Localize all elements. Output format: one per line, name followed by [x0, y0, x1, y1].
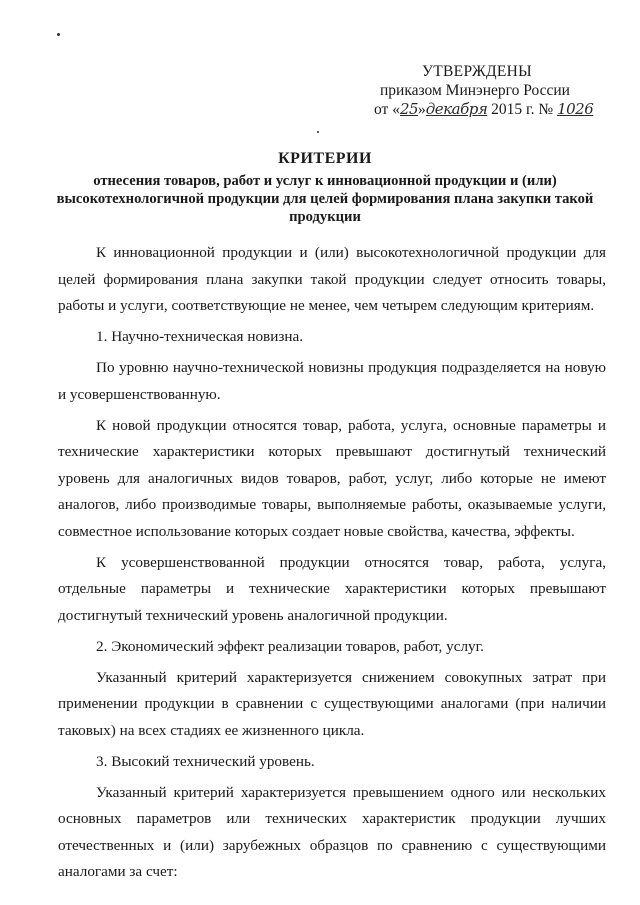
order-number: 1026	[557, 100, 594, 118]
approval-date-line	[374, 100, 628, 119]
approval-block	[374, 62, 628, 119]
paragraph: 3. Высокий технический уровень.	[96, 752, 315, 770]
scan-dot	[317, 131, 319, 133]
paragraph: Указанный критерий характеризуется превышением одного или нескольких основных параметров или технических характеристик продукции лучших отечественных и (или) зарубежных образцов по сравнению с существующими аналогами за счет:	[58, 783, 606, 880]
paragraph: К новой продукции относятся товар, работа, услуга, основные параметры и технические характеристики которых превышают достигнутый технический уровень для аналогичных видов товаров, работ, услуг, либо которые не имеют аналогов, либо производимые товары, выполняемые работы, оказываемые услуги, совместное использование которых создает новые свойства, качества, эффекты.	[58, 416, 606, 540]
date-sep: »	[418, 101, 426, 118]
paragraph: К инновационной продукции и (или) высокотехнологичной продукции для целей формирования плана закупки такой продукции следует относить товары, работы и услуги, соответствующие не менее, чем четырем следующим критериям.	[58, 244, 606, 314]
paragraph: По уровню научно-технической новизны продукция подразделяется на новую и усовершенствованную.	[58, 359, 606, 403]
date-day: 25	[399, 100, 419, 118]
date-month: декабря	[425, 100, 488, 118]
scan-dot	[57, 33, 60, 36]
paragraph: 2. Экономический эффект реализации товаров, работ, услуг.	[96, 637, 484, 655]
paragraph: Указанный критерий характеризуется снижением совокупных затрат при применении продукции в сравнении с существующими аналогами (при наличии таковых) на всех стадиях ее жизненного цикла.	[58, 668, 606, 739]
paragraph: К усовершенствованной продукции относятся товар, работа, услуга, отдельные параметры и технические характеристики которых превышают достигнутый технический уровень аналогичной продукции.	[58, 553, 606, 624]
criteria-heading	[30, 150, 620, 226]
date-prefix: от «	[374, 101, 400, 118]
document-body	[58, 240, 606, 890]
approval-title: УТВЕРЖДЕНЫ	[422, 63, 532, 80]
paragraph: 1. Научно-техническая новизна.	[96, 328, 304, 345]
approval-order-line: приказом Минэнерго России	[380, 82, 570, 99]
date-year: 2015 г. №	[487, 101, 558, 118]
criteria-subtitle: отнесения товаров, работ и услуг к инновационной продукции и (или) высокотехнологичной продукции для целей формирования плана закупки такой продукции	[56, 173, 594, 225]
criteria-title: КРИТЕРИИ	[278, 150, 372, 167]
